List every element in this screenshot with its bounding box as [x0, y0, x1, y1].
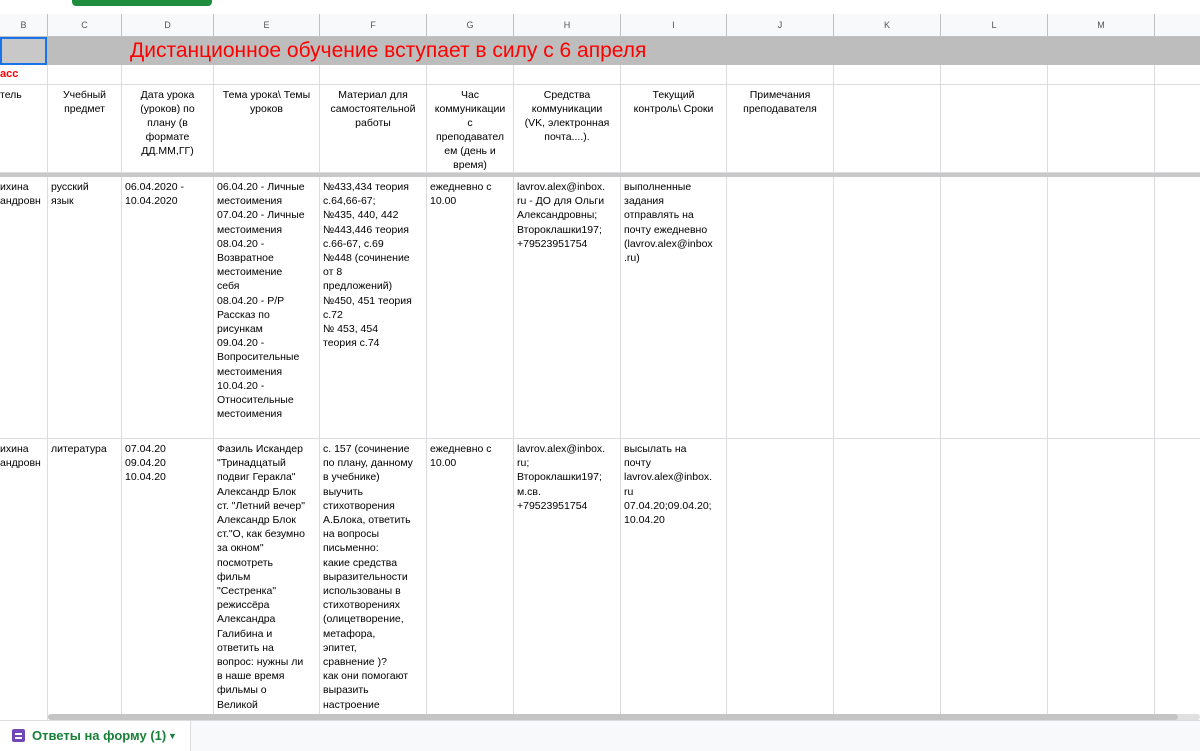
table-cell[interactable] [48, 65, 122, 84]
header-contact-hour[interactable]: Час коммуникации с преподавател ем (день и время) [427, 85, 514, 172]
header-teacher[interactable]: тель [0, 85, 48, 172]
contact-hour-cell[interactable]: ежедневно с 10.00 [427, 177, 514, 438]
column-header-l[interactable]: L [941, 14, 1048, 36]
column-header-e[interactable]: E [214, 14, 320, 36]
form-icon [12, 729, 25, 742]
table-cell[interactable] [941, 177, 1048, 438]
column-header-b[interactable]: B [0, 14, 48, 36]
header-lesson-topic[interactable]: Тема урока\ Темы уроков [214, 85, 320, 172]
table-cell[interactable] [834, 439, 941, 720]
table-cell[interactable] [122, 65, 214, 84]
table-cell[interactable] [621, 65, 727, 84]
topic-cell[interactable]: 06.04.20 - Личные местоимения 07.04.20 - Личные местоимения 08.04.20 - Возвратное местоимение себя 08.04.20 - Р/Р Рассказ по рисункам 09.04.20 - Вопросительные местоимения 10.04.20 - Относительные местоимения [214, 177, 320, 438]
header-notes[interactable]: Примечания преподавателя [727, 85, 834, 172]
table-row [0, 439, 1200, 720]
class-row [0, 65, 1200, 85]
contact-means-cell[interactable]: lavrov.alex@inbox. ru - ДО для Ольги Александровны; Второклашки197; +79523951754 [514, 177, 621, 438]
table-cell[interactable] [320, 65, 427, 84]
contact-means-cell[interactable]: lavrov.alex@inbox. ru; Второклашки197; м.св. +79523951754 [514, 439, 621, 720]
table-cell[interactable] [1048, 65, 1155, 84]
notes-cell[interactable] [727, 177, 834, 438]
control-cell[interactable]: высылать на почту lavrov.alex@inbox. ru 07.04.20;09.04.20; 10.04.20 [621, 439, 727, 720]
teacher-cell[interactable]: ихина андровн [0, 177, 48, 438]
sheet-tab-form-responses[interactable] [0, 721, 191, 751]
column-header-g[interactable]: G [427, 14, 514, 36]
banner-title: Дистанционное обучение вступает в силу с 6 апреля [130, 39, 647, 62]
sheet-tab-label: Ответы на форму (1) [32, 728, 167, 743]
table-cell[interactable] [1048, 177, 1155, 438]
control-cell[interactable]: выполненные задания отправлять на почту ежедневно (lavrov.alex@inbox .ru) [621, 177, 727, 438]
table-row [0, 177, 1200, 439]
table-cell[interactable] [1048, 439, 1155, 720]
selected-cell[interactable] [0, 37, 47, 65]
banner-row [0, 37, 1200, 65]
table-cell[interactable] [834, 177, 941, 438]
date-cell[interactable]: 07.04.20 09.04.20 10.04.20 [122, 439, 214, 720]
table-cell[interactable] [727, 65, 834, 84]
header-contact-means[interactable]: Средства коммуникации (VK, электронная почта....). [514, 85, 621, 172]
share-button[interactable] [72, 0, 212, 6]
column-header-h[interactable]: H [514, 14, 621, 36]
table-cell[interactable] [941, 439, 1048, 720]
table-cell[interactable] [941, 85, 1048, 172]
contact-hour-cell[interactable]: ежедневно с 10.00 [427, 439, 514, 720]
column-header-m[interactable]: M [1048, 14, 1155, 36]
material-cell[interactable]: с. 157 (сочинение по плану, данному в учебнике) выучить стихотворения А.Блока, ответить на вопросы письменно: какие средства выразительности использованы в стихотворениях (олицетворение, метафора, эпитет, сравнение )? как они помогают выразить настроение [320, 439, 427, 720]
header-control[interactable]: Текущий контроль\ Сроки [621, 85, 727, 172]
table-cell[interactable] [1048, 85, 1155, 172]
topic-cell[interactable]: Фазиль Искандер "Тринадцатый подвиг Геракла" Александр Блок ст. "Летний вечер" Александр Блок ст."О, как безумно за окном" посмотреть фильм "Сестренка" режиссёра Александра Галибина и ответить на вопрос: нужны ли в наше время фильмы о Великой [214, 439, 320, 720]
material-cell[interactable]: №433,434 теория с.64,66-67; №435, 440, 442 №443,446 теория с.66-67, с.69 №448 (сочинение от 8 предложений) №450, 451 теория с.72 № 453, 454 теория с.74 [320, 177, 427, 438]
notes-cell[interactable] [727, 439, 834, 720]
column-header-bar [0, 14, 1200, 37]
column-header-j[interactable]: J [727, 14, 834, 36]
column-header-c[interactable]: C [48, 14, 122, 36]
table-cell[interactable] [941, 65, 1048, 84]
subject-cell[interactable]: литература [48, 439, 122, 720]
table-cell[interactable] [834, 85, 941, 172]
header-material[interactable]: Материал для самостоятельной работы [320, 85, 427, 172]
date-cell[interactable]: 06.04.2020 - 10.04.2020 [122, 177, 214, 438]
class-label[interactable]: асс [0, 65, 48, 84]
column-header-k[interactable]: K [834, 14, 941, 36]
table-cell[interactable] [514, 65, 621, 84]
header-subject[interactable]: Учебный предмет [48, 85, 122, 172]
table-cell[interactable] [427, 65, 514, 84]
teacher-cell[interactable]: ихина андровн [0, 439, 48, 720]
table-cell[interactable] [834, 65, 941, 84]
top-toolbar [0, 0, 1200, 14]
sheet-grid [0, 37, 1200, 720]
column-header-d[interactable]: D [122, 14, 214, 36]
chevron-down-icon[interactable]: ▼ [168, 731, 177, 741]
column-header-f[interactable]: F [320, 14, 427, 36]
column-header-next[interactable] [1155, 14, 1200, 36]
column-header-i[interactable]: I [621, 14, 727, 36]
header-row [0, 85, 1200, 173]
table-cell[interactable] [214, 65, 320, 84]
header-lesson-date[interactable]: Дата урока (уроков) по плану (в формате ДД.ММ,ГГ) [122, 85, 214, 172]
subject-cell[interactable]: русский язык [48, 177, 122, 438]
sheet-tabs-bar [0, 720, 1200, 751]
